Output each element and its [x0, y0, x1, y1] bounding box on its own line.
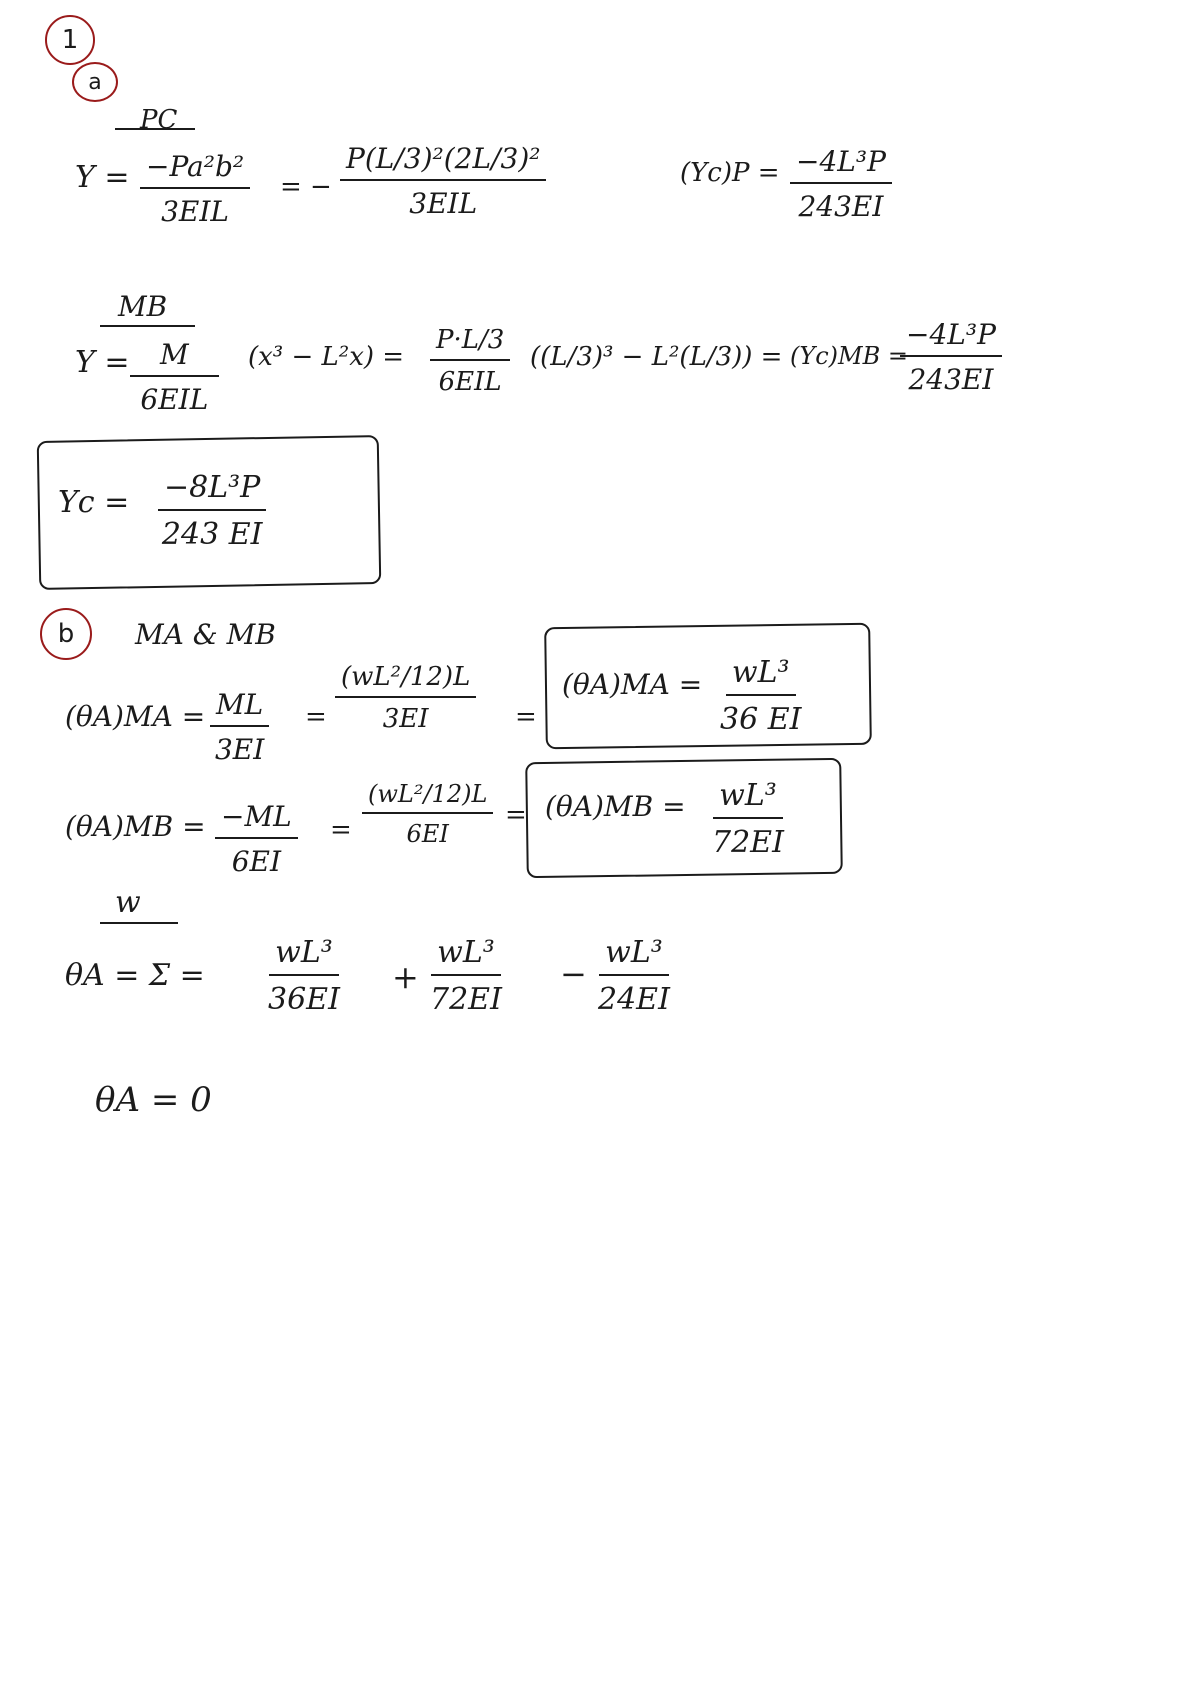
final-answer-a-lhs: Yc = — [58, 485, 130, 520]
mb-fraction-2-denominator: 6EIL — [438, 367, 502, 397]
mb-fraction-1-numerator: M — [130, 338, 219, 377]
pc-fraction-1-numerator: −Pa²b² — [140, 150, 250, 189]
mb-label: MB — [118, 290, 168, 323]
theta-ma-box-lhs: (θA)MA = — [562, 668, 703, 701]
theta-ma-fraction-2 — [335, 662, 476, 734]
final-answer-a-numerator: −8L³P — [158, 470, 266, 511]
sum-term-1 — [268, 935, 340, 1017]
pc-label: PC — [140, 105, 178, 135]
w-label-underline — [100, 922, 178, 924]
final-answer-a-fraction — [158, 470, 266, 552]
theta-ma-box-fraction — [720, 655, 801, 737]
sum-term-3-denominator: 24EI — [598, 982, 670, 1017]
theta-mb-fraction-1 — [215, 800, 298, 878]
final-answer-a-denominator: 243 EI — [161, 517, 263, 552]
sum-minus: − — [560, 955, 587, 993]
pc-result-numerator: −4L³P — [790, 145, 892, 184]
theta-mb-box-fraction — [712, 778, 784, 860]
theta-ma-lhs: (θA)MA = — [65, 700, 206, 733]
mb-fraction-2 — [430, 325, 510, 397]
pc-lhs: Y = — [75, 160, 130, 195]
mb-fraction-1-denominator: 6EIL — [140, 383, 209, 416]
sum-term-3 — [598, 935, 670, 1017]
w-label: w — [115, 885, 141, 920]
mb-fraction-1 — [130, 338, 219, 416]
pc-fraction-2 — [340, 142, 546, 220]
theta-ma-equals-2: = — [515, 702, 537, 732]
mb-fraction-2-numerator: P·L/3 — [430, 325, 510, 361]
mb-result-numerator: −4L³P — [900, 318, 1002, 357]
part-a-label: a — [88, 69, 102, 95]
mb-result-fraction — [900, 318, 1002, 396]
sum-term-2-numerator: wL³ — [431, 935, 501, 976]
theta-mb-equals: = — [330, 815, 352, 845]
theta-mb-fraction-2 — [362, 780, 493, 848]
mb-paren-expression: (x³ − L²x) = — [248, 342, 405, 372]
theta-ma-fraction-2-denominator: 3EI — [382, 704, 429, 734]
sum-term-1-denominator: 36EI — [268, 982, 340, 1017]
theta-ma-fraction-1 — [210, 688, 269, 766]
theta-mb-fraction-1-denominator: 6EI — [231, 845, 282, 878]
theta-mb-equals-2: = — [505, 800, 527, 830]
theta-ma-equals: = — [305, 702, 327, 732]
theta-ma-fraction-2-numerator: (wL²/12)L — [335, 662, 476, 698]
theta-sum-lhs: θA = Σ = — [65, 958, 205, 993]
sum-term-2-denominator: 72EI — [430, 982, 502, 1017]
mb-paren-expression-2: ((L/3)³ − L²(L/3)) = — [530, 342, 783, 372]
sum-term-1-numerator: wL³ — [269, 935, 339, 976]
pc-fraction-1 — [140, 150, 250, 228]
theta-mb-box-numerator: wL³ — [713, 778, 783, 819]
mb-label-underline — [100, 325, 195, 327]
pc-result-denominator: 243EI — [798, 190, 884, 223]
part-b-label: b — [57, 619, 75, 649]
part-b-title: MA & MB — [135, 618, 276, 651]
part-b-marker — [40, 608, 92, 660]
part-a-marker — [72, 62, 118, 102]
problem-number: 1 — [61, 25, 79, 55]
sum-plus: + — [392, 958, 419, 996]
mb-result-denominator: 243EI — [908, 363, 994, 396]
theta-ma-box-denominator: 36 EI — [720, 702, 802, 737]
pc-result-lhs: (Yc)P = — [680, 158, 780, 188]
theta-ma-fraction-1-numerator: ML — [210, 688, 269, 727]
sum-term-2 — [430, 935, 502, 1017]
theta-ma-box-numerator: wL³ — [726, 655, 796, 696]
theta-final: θA = 0 — [95, 1080, 212, 1120]
theta-mb-lhs: (θA)MB = — [65, 810, 206, 843]
pc-fraction-2-numerator: P(L/3)²(2L/3)² — [340, 142, 546, 181]
pc-equals-minus: = − — [280, 172, 332, 202]
pc-result-fraction — [790, 145, 892, 223]
mb-lhs: Y = — [75, 345, 130, 380]
sum-term-3-numerator: wL³ — [599, 935, 669, 976]
theta-mb-fraction-1-numerator: −ML — [215, 800, 298, 839]
theta-mb-box-denominator: 72EI — [712, 825, 784, 860]
theta-mb-box-lhs: (θA)MB = — [545, 790, 686, 823]
pc-fraction-2-denominator: 3EIL — [409, 187, 478, 220]
theta-ma-fraction-1-denominator: 3EI — [214, 733, 265, 766]
pc-label-underline — [115, 128, 195, 130]
theta-mb-fraction-2-denominator: 6EI — [406, 820, 449, 848]
theta-mb-fraction-2-numerator: (wL²/12)L — [362, 780, 493, 814]
mb-result-lhs: (Yc)MB = — [790, 342, 908, 370]
problem-number-marker — [45, 15, 95, 65]
pc-fraction-1-denominator: 3EIL — [161, 195, 230, 228]
